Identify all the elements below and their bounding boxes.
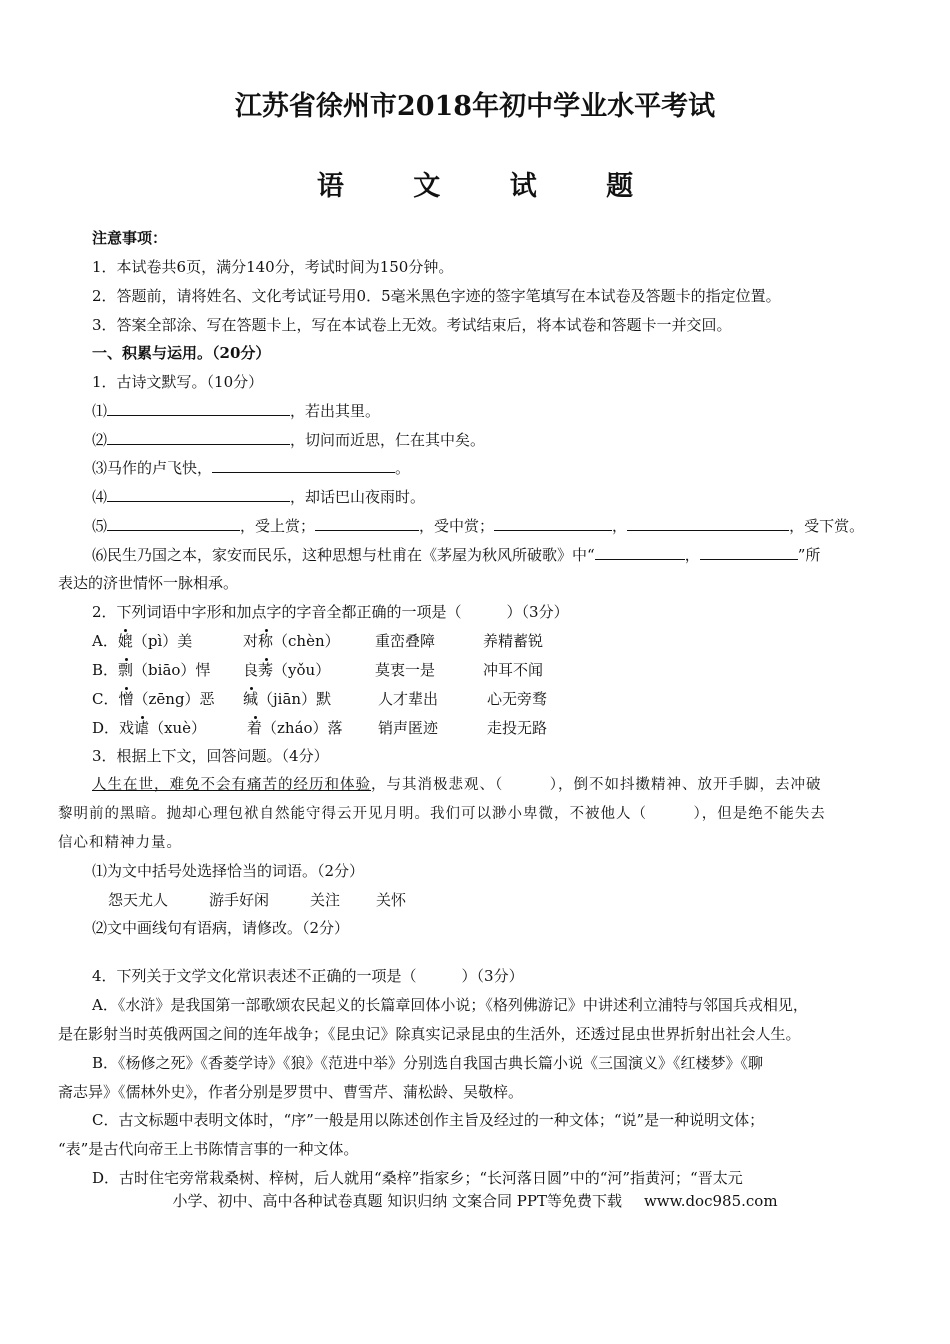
answer-blank[interactable]	[494, 516, 612, 531]
q2-b-term-2: 良莠（yǒu）	[243, 661, 331, 679]
q4-option-b[interactable]: B．《杨修之死》《香菱学诗》《狼》《范进中举》分别选自我国古典长篇小说《三国演义》《红楼梦》《聊	[92, 1054, 764, 1072]
q3-stem: 3．根据上下文，回答问题。（4分）	[92, 747, 329, 765]
q2-c-term-2: 缄（jiān）默	[243, 690, 332, 708]
q2-a-term-2: 对称（chèn）	[243, 632, 340, 650]
answer-blank[interactable]	[107, 401, 290, 416]
q4-option-c[interactable]: C．古文标题中表明文体时，“序”一般是用以陈述创作主旨及经过的一种文体；“说”是一种说明文体；	[92, 1111, 765, 1129]
q3-passage-line-1: 人生在世，难免不会有痛苦的经历和体验，与其消极悲观、（ ），倒不如抖擞精神、放开手脚，去冲破	[92, 777, 822, 793]
exam-title: 江苏省徐州市2018年初中学业水平考试	[234, 91, 716, 122]
q4-option-a[interactable]: A．《水浒》是我国第一部歌颂农民起义的长篇章回体小说；《格列佛游记》中讲述利立浦特与邻国兵戎相见，	[92, 996, 808, 1014]
q4-option-b-cont: 斋志异》《儒林外史》，作者分别是罗贯中、曹雪芹、蒲松龄、吴敬梓。	[58, 1083, 524, 1101]
q2-b-term-4: 冲耳不闻	[483, 661, 544, 679]
q2-a-term-4: 养精蓄锐	[483, 632, 544, 650]
answer-blank[interactable]	[212, 458, 395, 473]
answer-blank[interactable]	[595, 545, 685, 560]
q1-stem: 1．古诗文默写。（10分）	[92, 373, 264, 391]
q2-d-term-4: 走投无路	[487, 719, 548, 737]
q2-option-b[interactable]: B．剽（biāo）悍	[92, 661, 211, 679]
q3-word-option: 怨天尤人	[108, 891, 169, 909]
q3-word-option: 关注	[310, 891, 341, 909]
answer-blank[interactable]	[700, 545, 798, 560]
notice-item-3: 3．答案全部涂、写在答题卡上，写在本试卷上无效。考试结束后，将本试卷和答题卡一并交回。	[92, 316, 732, 334]
answer-blank[interactable]	[315, 516, 419, 531]
footer-text: 小学、初中、高中各种试卷真题 知识归纳 文案合同 PPT等免费下载	[172, 1192, 622, 1210]
q3-word-option: 游手好闲	[209, 891, 270, 909]
q1-item-5: ⑸ ，受上赏； ，受中赏； ， ，受下赏。	[92, 517, 865, 535]
page-footer	[0, 1191, 950, 1211]
q1-item-1: ⑴ ，若出其里。	[92, 402, 381, 420]
q4-option-a-cont: 是在影射当时英俄两国之间的连年战争；《昆虫记》除真实记录昆虫的生活外，还透过昆虫世界折射出社会人生。	[58, 1025, 801, 1043]
answer-blank[interactable]	[107, 487, 290, 502]
q2-option-d[interactable]: D．戏谑（xuè）	[92, 719, 207, 737]
q2-option-a[interactable]: A．媲（pì）美	[92, 632, 193, 650]
q2-stem: 2．下列词语中字形和加点字的字音全都正确的一项是（ ）（3分）	[92, 603, 569, 621]
q3-underlined-sentence: 人生在世，难免不会有痛苦的经历和体验	[92, 777, 371, 793]
notice-item-1: 1．本试卷共6页，满分140分，考试时间为150分钟。	[92, 258, 454, 276]
section1-heading: 一、积累与运用。（20分）	[92, 344, 271, 362]
answer-blank[interactable]	[627, 516, 789, 531]
q4-stem: 4．下列关于文学文化常识表述不正确的一项是（ ）（3分）	[92, 967, 524, 985]
q3-passage-line-3: 信心和精神力量。	[58, 835, 182, 851]
exam-subtitle: 语 文 试 题	[316, 171, 664, 202]
footer-url[interactable]: www.doc985.com	[643, 1192, 778, 1210]
q1-item-3: ⑶马作的卢飞快， 。	[92, 459, 411, 477]
q3-sub-1: ⑴为文中括号处选择恰当的词语。（2分）	[92, 862, 365, 880]
q1-item-6-cont: 表达的济世情怀一脉相承。	[58, 574, 239, 592]
notice-heading: 注意事项：	[92, 229, 168, 247]
q2-c-term-3: 人才辈出	[378, 690, 439, 708]
q1-item-6: ⑹民生乃国之本，家安而民乐，这种思想与杜甫在《茅屋为秋风所破歌》中“ ， ”所	[92, 546, 821, 564]
q4-option-d[interactable]: D．古时住宅旁常栽桑树、梓树，后人就用“桑梓”指家乡；“长河落日圆”中的“河”指黄河；“晋太元	[92, 1169, 743, 1187]
q2-c-term-4: 心无旁骛	[487, 690, 548, 708]
q3-word-option: 关怀	[376, 891, 407, 909]
notice-item-2: 2．答题前，请将姓名、文化考试证号用0．5毫米黑色字迹的签字笔填写在本试卷及答题卡的指定位置。	[92, 287, 781, 305]
q3-sub-2: ⑵文中画线句有语病，请修改。（2分）	[92, 919, 350, 937]
q2-option-c[interactable]: C．憎（zēng）恶	[92, 690, 215, 708]
answer-blank[interactable]	[107, 516, 240, 531]
q2-d-term-2: 着（zháo）落	[247, 719, 343, 737]
q3-passage-line-2: 黎明前的黑暗。抛却心理包袱自然能守得云开见月明。我们可以渺小卑微，不被他人（ ），但是绝不能失去	[58, 806, 826, 822]
q2-d-term-3: 销声匿迹	[378, 719, 439, 737]
q4-option-c-cont: “表”是古代向帝王上书陈情言事的一种文体。	[58, 1140, 359, 1158]
q1-item-4: ⑷ ，却话巴山夜雨时。	[92, 488, 426, 506]
answer-blank[interactable]	[107, 430, 290, 445]
q2-a-term-3: 重峦叠障	[375, 632, 436, 650]
q2-b-term-3: 莫衷一是	[375, 661, 436, 679]
q1-item-2: ⑵ ，切问而近思，仁在其中矣。	[92, 431, 486, 449]
